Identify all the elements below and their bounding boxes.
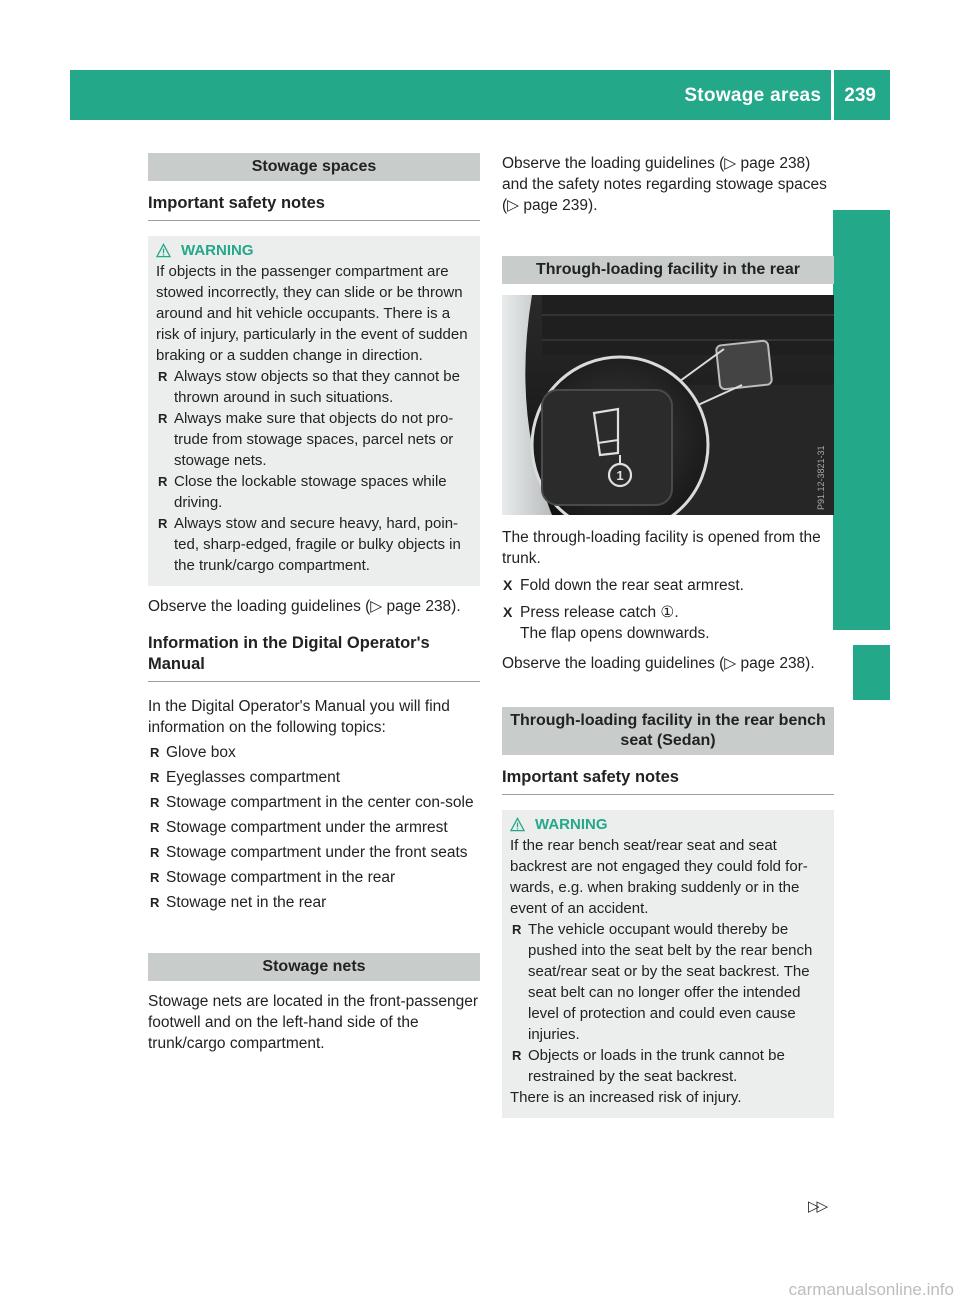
list-item: R Stowage net in the rear	[148, 892, 480, 913]
list-item: R Stowage compartment under the front seats	[148, 842, 480, 863]
subsection-heading: Information in the Digital Operator's Manual	[148, 633, 480, 682]
warning-box	[148, 236, 480, 586]
list-item: R Always stow objects so that they cannot be thrown around in such situations.	[156, 366, 472, 408]
warning-label: WARNING	[181, 242, 254, 259]
trunk-photo	[502, 295, 834, 515]
list-item: R Glove box	[148, 742, 480, 763]
list-item: R Always stow and secure heavy, hard, poin-ted, sharp-edged, fragile or bulky objects in the trunk/cargo compartment.	[156, 513, 472, 576]
warning-title	[510, 814, 826, 835]
list-item: R Objects or loads in the trunk cannot be restrained by the seat backrest.	[510, 1045, 826, 1087]
warning-closing: There is an increased risk of injury.	[510, 1089, 742, 1106]
warning-text: If objects in the passenger compartment are stowed incorrectly, they can slide or be thrown around and hit vehicle occupants. There is a risk of injury, particularly in the event of sudden braking or a sudden change in direction.	[156, 263, 468, 364]
step-item: X Fold down the rear seat armrest.	[502, 575, 834, 596]
left-column	[148, 153, 480, 1054]
callout-1-label: 1	[616, 468, 624, 483]
warning-label: WARNING	[535, 816, 608, 833]
body-text: The through-loading facility is opened from the trunk.	[502, 529, 821, 567]
through-loading-illustration	[502, 295, 834, 515]
step-item: X Press release catch ①.	[502, 602, 834, 623]
loading-guidelines-ref: Observe the loading guidelines (▷ page 238).	[502, 655, 815, 672]
warning-box	[502, 810, 834, 1118]
loading-guidelines-ref: Observe the loading guidelines (▷ page 238).	[148, 598, 461, 615]
right-column	[502, 153, 834, 1118]
section-heading: Stowage nets	[148, 953, 480, 981]
list-item: R Stowage compartment in the center con-sole	[148, 792, 480, 813]
list-item: R Eyeglasses compartment	[148, 767, 480, 788]
warning-title	[156, 240, 472, 261]
subsection-heading: Important safety notes	[148, 193, 480, 221]
list-item: R Stowage compartment under the armrest	[148, 817, 480, 838]
watermark: carmanualsonline.info	[788, 1280, 954, 1299]
list-item: R Always make sure that objects do not pro-trude from stowage spaces, parcel nets or stowage nets.	[156, 408, 472, 471]
header-title: Stowage areas	[684, 84, 822, 106]
page-number: 239	[844, 84, 876, 106]
list-item: R Close the lockable stowage spaces while driving.	[156, 471, 472, 513]
section-heading: Stowage spaces	[148, 153, 480, 181]
side-tab-label: Stowage and features	[842, 312, 865, 530]
body-text: Observe the loading guidelines (▷ page 238) and the safety notes regarding stowage spaces (▷ page 239).	[502, 155, 827, 214]
list-item: R Stowage compartment in the rear	[148, 867, 480, 888]
photo-code: P91.12-3821-31	[816, 445, 826, 510]
warning-triangle-icon	[156, 243, 171, 258]
subsection-heading: Important safety notes	[502, 767, 834, 795]
step-result: The flap opens downwards.	[520, 625, 710, 642]
section-heading: Through-loading facility in the rear bench seat (Sedan)	[502, 707, 834, 755]
warning-bullets	[510, 919, 826, 1087]
section-heading: Through-loading facility in the rear	[502, 256, 834, 284]
header-text	[684, 70, 890, 120]
warning-triangle-icon	[510, 817, 525, 832]
list-item: R The vehicle occupant would thereby be pushed into the seat belt by the rear bench seat/rear seat or by the seat backrest. The seat belt can no longer offer the intended level of protection and could even cause injuries.	[510, 919, 826, 1045]
body-text: Stowage nets are located in the front-passenger footwell and on the left-hand side of the trunk/cargo compartment.	[148, 993, 479, 1052]
warning-bullets	[156, 366, 472, 576]
warning-text: If the rear bench seat/rear seat and seat backrest are not engaged they could fold for-wards, e.g. when braking suddenly or in the event of an accident.	[510, 837, 808, 917]
topics-list	[148, 742, 480, 913]
continue-arrow-icon: ▷▷	[808, 1198, 826, 1215]
page-header	[70, 70, 890, 120]
body-text: In the Digital Operator's Manual you will find information on the following topics:	[148, 698, 450, 736]
side-tab-marker	[853, 645, 890, 700]
